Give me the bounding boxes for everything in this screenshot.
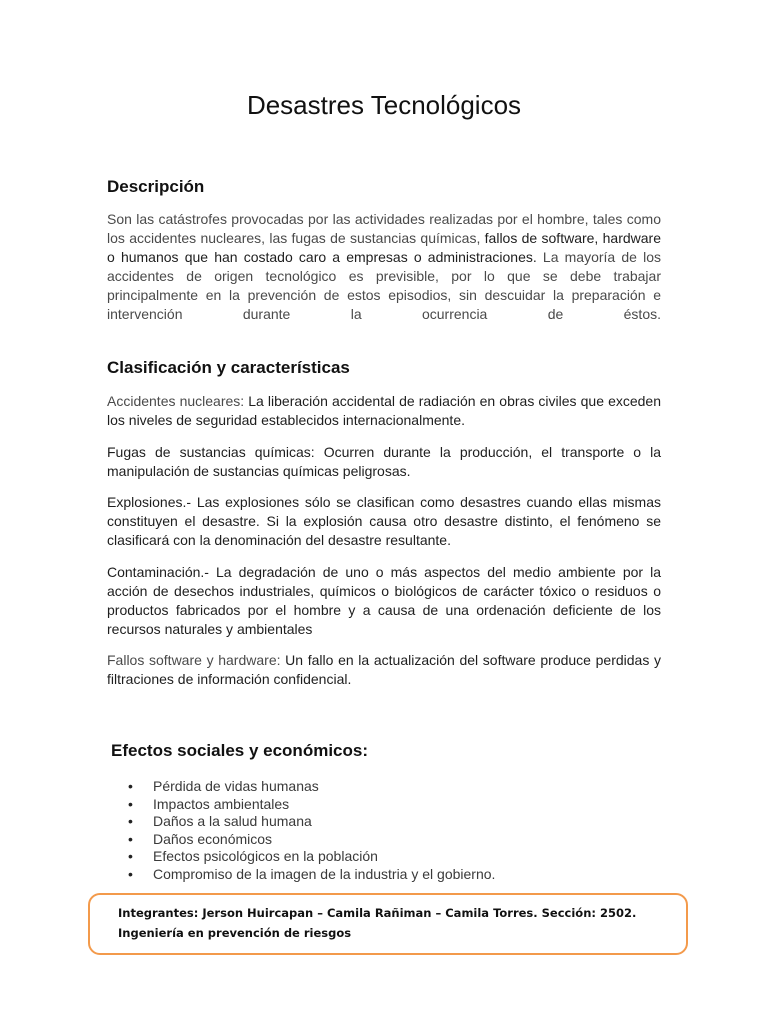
classification-heading: Clasificación y características bbox=[107, 358, 350, 377]
classification-item bbox=[107, 651, 661, 689]
list-item: • Daños a la salud humana bbox=[153, 813, 653, 831]
item-label: Fallos software y hardware: bbox=[107, 652, 281, 668]
item-label: Contaminación.- bbox=[107, 564, 209, 580]
item-text: Un fallo en la actualización del software produce perdidas y filtraciones de información confidencial. bbox=[107, 652, 661, 687]
classification-item bbox=[107, 493, 661, 550]
item-text: Ocurren durante la producción, el transporte o la manipulación de sustancias químicas peligrosas. bbox=[107, 444, 661, 479]
list-item: • Daños económicos bbox=[153, 831, 653, 849]
item-label: Explosiones.- bbox=[107, 494, 192, 510]
description-text-a: Son las catástrofes provocadas por las actividades realizadas por el hombre, tales como los accidentes nucleares, las fugas de sustancias químicas, bbox=[107, 211, 661, 246]
members-box bbox=[88, 893, 688, 955]
item-label: Fugas de sustancias químicas: bbox=[107, 444, 315, 460]
item-label: Accidentes nucleares: bbox=[107, 393, 245, 409]
classification-item bbox=[107, 443, 661, 481]
list-item: • Compromiso de la imagen de la industria y el gobierno. bbox=[153, 866, 653, 884]
item-text: La degradación de uno o más aspectos del medio ambiente por la acción de desechos industriales, químicos o biológicos de carácter tóxico o residuos o productos fabricados por el hombre y a causa de una ordenación deficiente de los recursos naturales y ambientales bbox=[107, 564, 662, 637]
item-text: Las explosiones sólo se clasifican como desastres cuando ellas mismas constituyen el desastre. Si la explosión causa otro desastre distinto, el fenómeno se clasificará con la denominación del desastre resultante. bbox=[107, 494, 662, 548]
effects-list bbox=[107, 778, 653, 883]
members-text: Integrantes: Jerson Huircapan – Camila Rañiman – Camila Torres. Sección: 2502. Ingeniería en prevención de riesgos bbox=[118, 906, 637, 940]
list-item: • Efectos psicológicos en la población bbox=[153, 848, 653, 866]
description-heading: Descripción bbox=[107, 177, 205, 196]
description-text-b: fallos de software, hardware o humanos que han costado caro a empresas o administraciones. bbox=[107, 230, 661, 265]
item-text: La liberación accidental de radiación en obras civiles que exceden los niveles de seguridad establecidos internacionalmente. bbox=[107, 393, 661, 428]
page-title: Desastres Tecnológicos bbox=[246, 90, 522, 120]
description-text-c: La mayoría de los accidentes de origen tecnológico es previsible, por lo que se debe trabajar principalmente en la prevención de estos episodios, sin descuidar la preparación e intervención durante la ocurrencia de éstos. bbox=[107, 249, 661, 322]
list-item: • Pérdida de vidas humanas bbox=[153, 778, 653, 796]
list-item: • Impactos ambientales bbox=[153, 796, 653, 814]
effects-heading: Efectos sociales y económicos: bbox=[111, 741, 368, 760]
classification-item bbox=[107, 392, 661, 430]
classification-item bbox=[107, 563, 661, 639]
description-paragraph bbox=[107, 210, 661, 324]
